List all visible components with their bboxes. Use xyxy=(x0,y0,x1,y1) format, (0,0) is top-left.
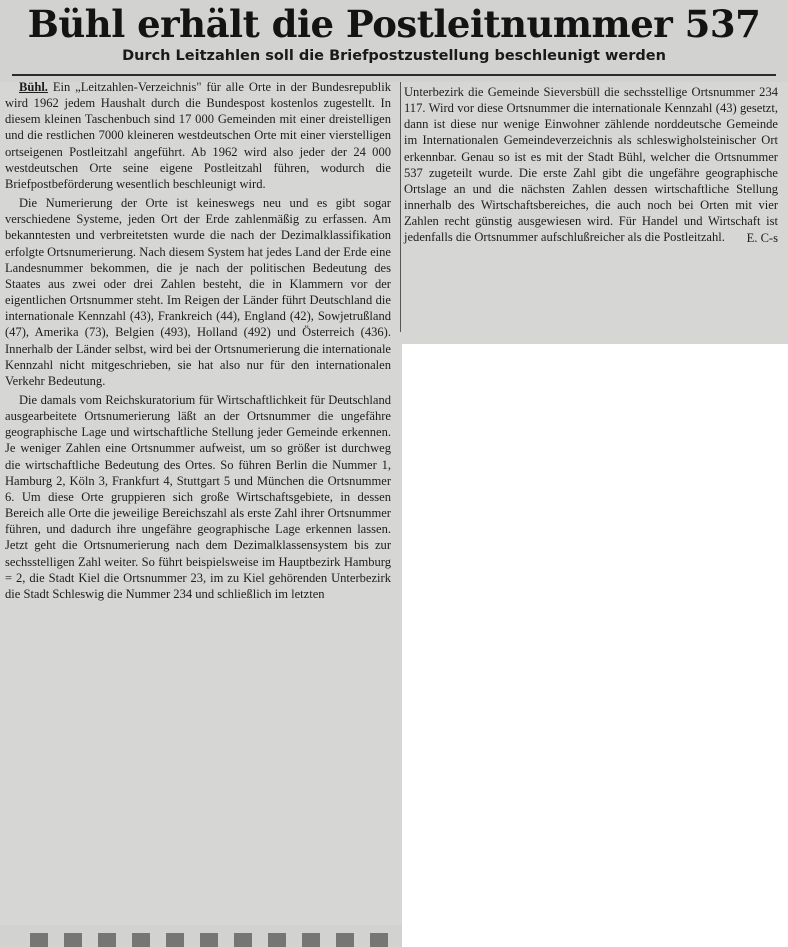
headline: Bühl erhält die Postleitnummer 537 xyxy=(27,2,761,46)
subheadline: Durch Leitzahlen soll die Briefpostzustellung beschleunigt werden xyxy=(122,48,666,64)
blank-area xyxy=(402,344,788,947)
column-divider xyxy=(400,82,401,332)
author-signature: E. C-s xyxy=(746,230,778,245)
paragraph-4: Unterbezirk die Gemeinde Sieversbüll die sechsstellige Ortsnummer 234 117. Wird vor diese Ortsnummer die internationale Kennzahl (43) gesetzt, dann ist diese nur wenige Einwohner zählende norddeutsche Gemeinde im Internationalen Gemeindeverzeichnis als schleswigholsteinischer Ort erkennbar. Genau so ist es mit der Stadt Bühl, welcher die Ortsnummer 537 zugeteilt wurde. Die erste Zahl gibt die ungefähre geographische Ortslage an und die nächsten Zahlen dessen wirtschaftliche Stellung innerhalb des Wirtschaftsbereiches, die auch noch bei Orten mit vier Zahlen recht günstig ausgewiesen wird. Für Handel und Wirtschaft ist jedenfalls die Ortsnummer aufschlußreicher als die Postleitzahl. xyxy=(404,85,778,245)
right-column xyxy=(404,84,778,246)
paragraph-1 xyxy=(5,79,391,192)
left-column xyxy=(5,79,391,924)
headline-rule xyxy=(12,74,776,76)
paragraph-2: Die Numerierung der Orte ist keineswegs neu und es gibt sogar verschiedene Systeme, jeden Ort der Erde zahlenmäßig zu erfassen. Am bekanntesten und verbreitetsten wurde die nach der Dezimalklassifikation erfolgte Ortsnumerierung. Nach diesem System hat jedes Land der Erde eine Landesnummer bekommen, die je nach der politischen Bedeutung des Staates aus zwei oder drei Zahlen besteht, die in Klammern vor der eigentlichen Ortsnummer steht. Im Reigen der Länder führt Deutschland die internationale Kennzahl (43), Frankreich (44), England (42), Sowjetrußland (47), Amerika (73), Belgien (493), Holland (492) und Österreich (436). Innerhalb der Länder selbst, wird bei der Ortsnumerierung die internationale Kennzahl nicht mitgeschrieben, sie hat also nur für den internationalen Verkehr Bedeutung. xyxy=(5,196,391,388)
dateline: Bühl. xyxy=(19,80,48,94)
paragraph-3: Die damals vom Reichskuratorium für Wirtschaftlichkeit für Deutschland ausgearbeitete Ortsnumerierung läßt an der Ortsnummer die ungefähre geographische Lage und wirtschaftliche Stellung jeder Gemeinde erkennen. Je weniger Zahlen eine Ortsnummer aufweist, um so größer ist durchweg die wirtschaftliche Bedeutung des Ortes. So führen Berlin die Nummer 1, Hamburg 2, Köln 3, Frankfurt 4, Stuttgart 5 und München die Ortsnummer 6. Um diese Orte gruppieren sich große Wirtschaftsgebiete, in dessen Bereich alle Orte die jeweilige Bereichszahl als erste Zahl ihrer Ortsnummer führen, und dadurch ihre ungefähre geographische Lage erkennen lassen. Jetzt geht die Ortsnumerierung nach dem Dezimalklassensystem bis zur sechsstelligen Zahl weiter. So führt beispielsweise im Hauptbezirk Hamburg = 2, die Stadt Kiel die Ortsnummer 23, im zu Kiel gehörenden Unterbezirk die Stadt Schleswig die Nummer 234 und schließlich im letzten xyxy=(5,392,391,601)
paragraph-1-text: Ein „Leitzahlen-Verzeichnis" für alle Orte in der Bundesrepublik wird 1962 jedem Haushalt durch die Bundespost kostenlos zugestellt. In diesem kleinen Taschenbuch sind 17 000 Gemeinden mit einer dreistelligen und die restlichen 7000 kleineren westdeutschen Orte mit einer vierstelligen ortseigenen Postleitzahl angeführt. Ab 1962 wird also jeder der 24 000 westdeutschen Orte seine eigene Postleitzahl führen, wodurch die Briefpostbeförderung wesentlich beschleunigt wird. xyxy=(5,80,391,191)
